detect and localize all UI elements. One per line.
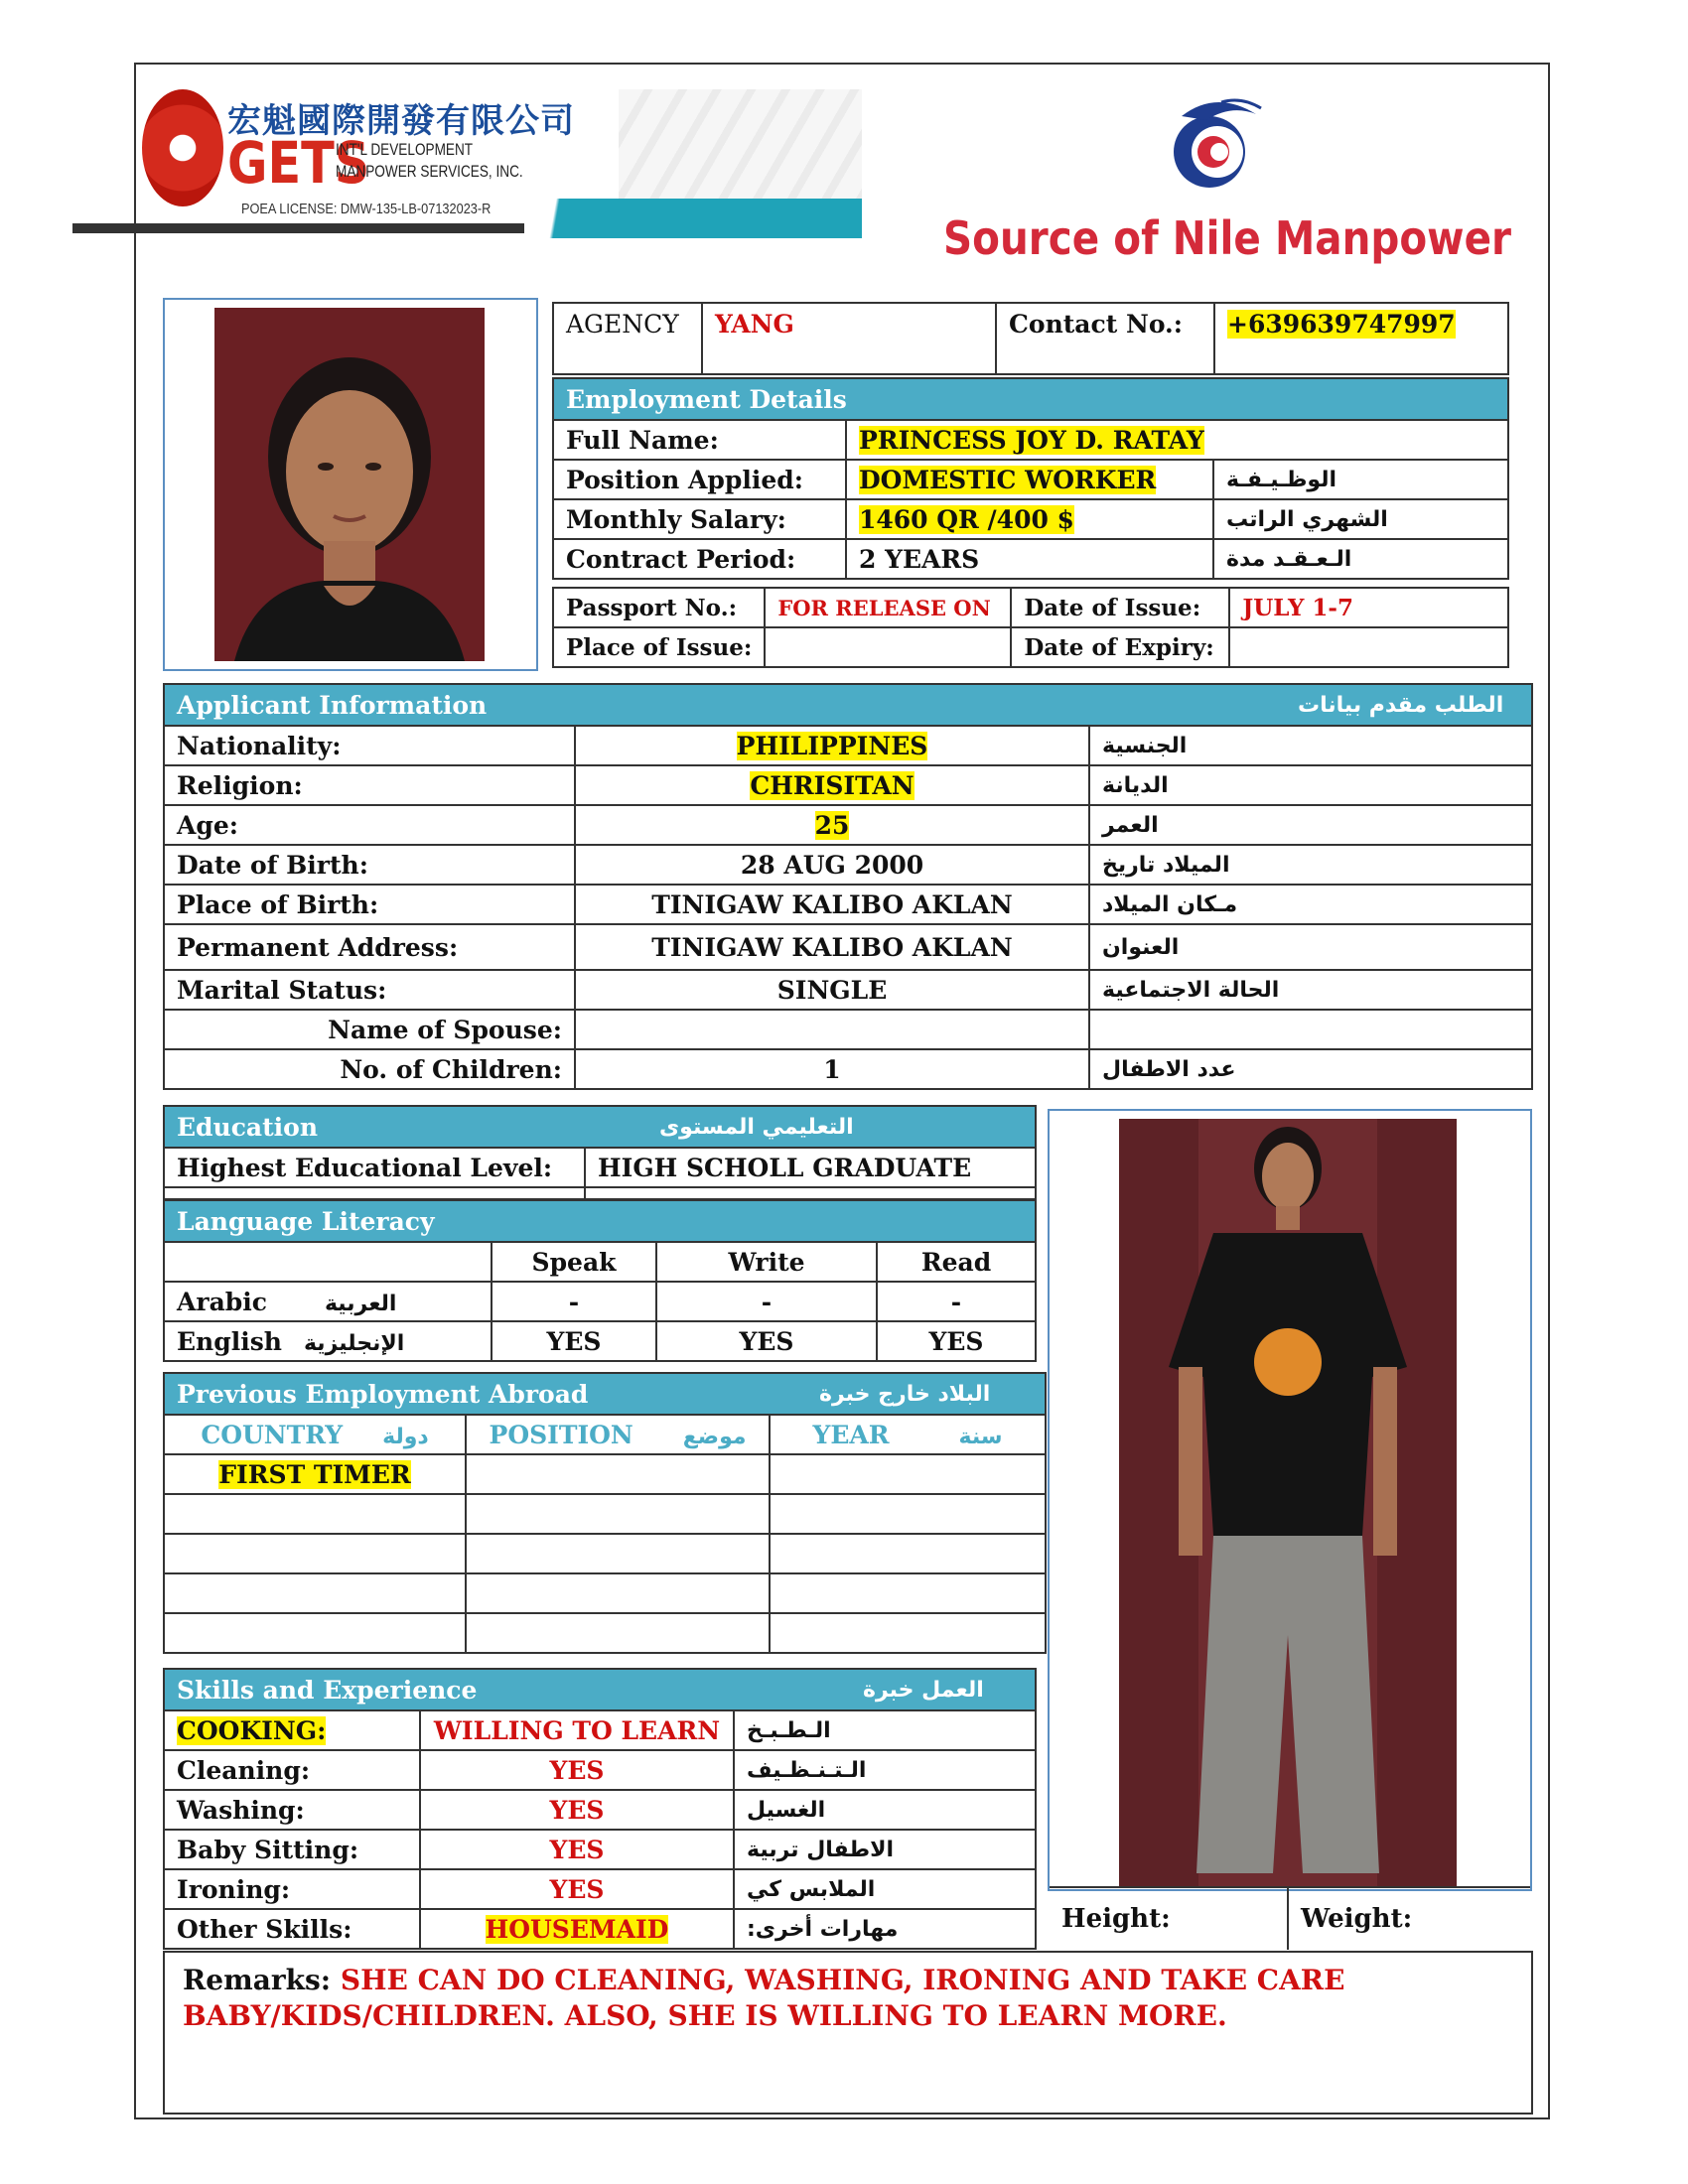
- column-year: [770, 1415, 1046, 1454]
- applicant-value: [575, 1010, 1089, 1049]
- education-label: Highest Educational Level:: [164, 1148, 585, 1187]
- column-read: Read: [877, 1242, 1036, 1282]
- employment-position-cell: [466, 1454, 770, 1494]
- language-name-arabic: الإنجليزية: [303, 1330, 405, 1356]
- header-accent-bar: [529, 199, 862, 238]
- employment-value: PRINCESS JOY D. RATAY: [859, 425, 1204, 455]
- language-write: -: [656, 1282, 877, 1321]
- employment-country-cell: [164, 1534, 466, 1573]
- applicant-arabic: الجنسية: [1089, 726, 1532, 765]
- applicant-label: Age:: [164, 805, 575, 845]
- employment-label: Monthly Salary:: [553, 499, 846, 539]
- gets-logo: [142, 89, 862, 238]
- logo-decoration: [619, 89, 862, 199]
- education-title: Education: [164, 1106, 585, 1148]
- gets-subtitle: [336, 139, 523, 183]
- applicant-arabic: العمر: [1089, 805, 1532, 845]
- education-value: HIGH SCHOLL GRADUATE: [585, 1148, 1036, 1187]
- language-name-arabic: العربية: [324, 1291, 397, 1316]
- applicant-arabic: الديانة: [1089, 765, 1532, 805]
- applicant-value: 28 AUG 2000: [575, 845, 1089, 885]
- skill-arabic: الملابس كي: [734, 1869, 1036, 1909]
- passport-value: FOR RELEASE ON: [765, 588, 1011, 627]
- skill-value: YES: [420, 1750, 734, 1790]
- employment-title: Employment Details: [553, 378, 1508, 420]
- column-country-label: COUNTRY: [201, 1420, 344, 1449]
- skill-label: Washing:: [164, 1790, 420, 1830]
- agency-value: YANG: [702, 303, 996, 374]
- employment-position-cell: [466, 1494, 770, 1534]
- skill-value: HOUSEMAID: [485, 1914, 669, 1944]
- employment-position-cell: [466, 1534, 770, 1573]
- gets-subtitle-line1: INT'L DEVELOPMENT: [336, 140, 474, 159]
- applicant-value-cell: [575, 805, 1089, 845]
- column-position-label: POSITION: [489, 1420, 633, 1449]
- applicant-value: 25: [814, 810, 850, 840]
- language-write: YES: [656, 1321, 877, 1361]
- skill-value: YES: [420, 1830, 734, 1869]
- gets-emblem-icon: [142, 89, 223, 206]
- employment-year-cell: [770, 1534, 1046, 1573]
- employment-value-cell: [846, 460, 1213, 499]
- employment-country-cell: [164, 1494, 466, 1534]
- language-read: YES: [877, 1321, 1036, 1361]
- skill-arabic: الـتـنـظـيف: [734, 1750, 1036, 1790]
- applicant-value-cell: [575, 726, 1089, 765]
- previous-employment-title: Previous Employment Abroad: [164, 1373, 770, 1415]
- employment-table: [552, 377, 1509, 580]
- applicant-label: Nationality:: [164, 726, 575, 765]
- employment-label: Contract Period:: [553, 539, 846, 579]
- skill-label-cell: [164, 1710, 420, 1750]
- employment-label: Full Name:: [553, 420, 846, 460]
- skill-value: YES: [420, 1869, 734, 1909]
- column-position: [466, 1415, 770, 1454]
- column-position-arabic: موضع: [682, 1424, 747, 1449]
- skills-title: Skills and Experience: [164, 1669, 734, 1710]
- issue-date-label: Date of Issue:: [1011, 588, 1229, 627]
- applicant-value: 1: [575, 1049, 1089, 1089]
- language-name: Arabic: [177, 1287, 267, 1316]
- applicant-value: TINIGAW KALIBO AKLAN: [575, 885, 1089, 924]
- skill-label: Cleaning:: [164, 1750, 420, 1790]
- employment-year-cell: [770, 1613, 1046, 1653]
- skills-table: [163, 1668, 1037, 1950]
- employment-year-cell: [770, 1494, 1046, 1534]
- employment-year-cell: [770, 1573, 1046, 1613]
- skill-arabic: الـطـبـخ: [734, 1710, 1036, 1750]
- skills-title-arabic: العمل خبرة: [734, 1669, 1036, 1710]
- expiry-date-label: Date of Expiry:: [1011, 627, 1229, 667]
- language-title: Language Literacy: [164, 1200, 1036, 1242]
- skill-value-cell: [420, 1909, 734, 1949]
- column-write: Write: [656, 1242, 877, 1282]
- applicant-arabic: العنوان: [1089, 924, 1532, 970]
- employment-arabic: الوظـيـفـة: [1213, 460, 1508, 499]
- education-title-arabic: التعليمي المستوى: [585, 1106, 1036, 1148]
- agency-label: AGENCY: [553, 303, 702, 374]
- nile-brand: Source of Nile Manpower: [943, 211, 1511, 265]
- nile-logo: [933, 94, 1511, 273]
- applicant-value: PHILIPPINES: [736, 731, 928, 760]
- headshot-frame: [163, 298, 538, 671]
- previous-employment-title-arabic: البلاد خارج خبرة: [770, 1373, 1046, 1415]
- issue-date-value: JULY 1-7: [1229, 588, 1508, 627]
- applicant-label: Name of Spouse:: [164, 1010, 575, 1049]
- applicant-label: Marital Status:: [164, 970, 575, 1010]
- column-year-arabic: سنة: [958, 1424, 1003, 1449]
- skill-arabic: مهارات أخرى:: [734, 1909, 1036, 1949]
- passport-label: Passport No.:: [553, 588, 765, 627]
- education-table: [163, 1105, 1037, 1200]
- employment-label: Position Applied:: [553, 460, 846, 499]
- applicant-label: Place of Birth:: [164, 885, 575, 924]
- language-table: [163, 1199, 1037, 1362]
- weight-label: Weight:: [1288, 1887, 1530, 1950]
- body-measurements-table: [1050, 1886, 1530, 1950]
- employment-value: 2 YEARS: [846, 539, 1213, 579]
- previous-employment-table: [163, 1372, 1047, 1654]
- employment-position-cell: [466, 1573, 770, 1613]
- applicant-title-arabic: الطلب مقدم بيانات: [1089, 684, 1532, 726]
- column-speak: Speak: [492, 1242, 656, 1282]
- applicant-title: Applicant Information: [164, 684, 1089, 726]
- employment-country-cell: [164, 1573, 466, 1613]
- employment-year-cell: [770, 1454, 1046, 1494]
- applicant-arabic: الميلاد تاريخ: [1089, 845, 1532, 885]
- employment-value: DOMESTIC WORKER: [859, 465, 1157, 494]
- applicant-value: SINGLE: [575, 970, 1089, 1010]
- employment-country-cell: [164, 1454, 466, 1494]
- applicant-arabic: الحالة الاجتماعية: [1089, 970, 1532, 1010]
- applicant-label: No. of Children:: [164, 1049, 575, 1089]
- column-country-arabic: دولة: [382, 1424, 429, 1449]
- passport-table: [552, 587, 1509, 668]
- skill-arabic: الاطفال تربية: [734, 1830, 1036, 1869]
- employment-country-cell: [164, 1613, 466, 1653]
- gets-chinese-name: 宏魁國際開發有限公司: [227, 101, 575, 141]
- skill-label: Ironing:: [164, 1869, 420, 1909]
- full-body-photo: [1119, 1119, 1457, 1888]
- agency-table: [552, 302, 1509, 375]
- skill-arabic: الغسيل: [734, 1790, 1036, 1830]
- headshot-photo: [214, 308, 485, 661]
- applicant-arabic: عدد الاطفال: [1089, 1049, 1532, 1089]
- skill-label: COOKING:: [177, 1715, 327, 1745]
- contact-cell: [1214, 303, 1508, 374]
- employment-arabic: الشهري الراتب: [1213, 499, 1508, 539]
- applicant-label: Religion:: [164, 765, 575, 805]
- column-country: [164, 1415, 466, 1454]
- full-body-photo-frame: [1048, 1109, 1532, 1891]
- language-speak: YES: [492, 1321, 656, 1361]
- expiry-date-value: [1229, 627, 1508, 667]
- language-name: English: [177, 1326, 282, 1356]
- remarks-label: Remarks:: [183, 1964, 332, 1996]
- first-timer-value: FIRST TIMER: [218, 1459, 411, 1489]
- applicant-label: Permanent Address:: [164, 924, 575, 970]
- language-cell: [164, 1321, 492, 1361]
- remarks-box: [163, 1951, 1533, 2115]
- contact-label: Contact No.:: [996, 303, 1214, 374]
- language-cell: [164, 1282, 492, 1321]
- applicant-arabic: [1089, 1010, 1532, 1049]
- applicant-arabic: مـكان الميلاد: [1089, 885, 1532, 924]
- applicant-value: CHRISITAN: [750, 770, 914, 800]
- applicant-label: Date of Birth:: [164, 845, 575, 885]
- employment-position-cell: [466, 1613, 770, 1653]
- gets-subtitle-line2: MANPOWER SERVICES, INC.: [336, 162, 523, 181]
- employment-value-cell: [846, 420, 1508, 460]
- language-read: -: [877, 1282, 1036, 1321]
- employment-value: 1460 QR /400 $: [859, 504, 1074, 534]
- header-divider: [72, 223, 524, 233]
- column-year-label: YEAR: [812, 1420, 890, 1449]
- place-of-issue-label: Place of Issue:: [553, 627, 765, 667]
- applicant-value: TINIGAW KALIBO AKLAN: [575, 924, 1089, 970]
- skill-label: Baby Sitting:: [164, 1830, 420, 1869]
- gets-license: POEA LICENSE: DMW-135-LB-07132023-R: [241, 201, 492, 217]
- skill-label: Other Skills:: [164, 1909, 420, 1949]
- gets-brand: GETS: [227, 129, 370, 197]
- remarks-text: SHE CAN DO CLEANING, WASHING, IRONING AND TAKE CARE BABY/KIDS/CHILDREN. ALSO, SHE IS WILLING TO LEARN MORE.: [183, 1964, 1345, 2032]
- employment-arabic: الـعـقـد مدة: [1213, 539, 1508, 579]
- nile-emblem-icon: [1162, 94, 1271, 199]
- contact-value: +639639747997: [1227, 310, 1456, 339]
- employment-value-cell: [846, 499, 1213, 539]
- height-label: Height:: [1050, 1887, 1288, 1950]
- skill-value: WILLING TO LEARN: [420, 1710, 734, 1750]
- skill-value: YES: [420, 1790, 734, 1830]
- place-of-issue-value: [765, 627, 1011, 667]
- applicant-value-cell: [575, 765, 1089, 805]
- applicant-table: [163, 683, 1533, 1090]
- language-speak: -: [492, 1282, 656, 1321]
